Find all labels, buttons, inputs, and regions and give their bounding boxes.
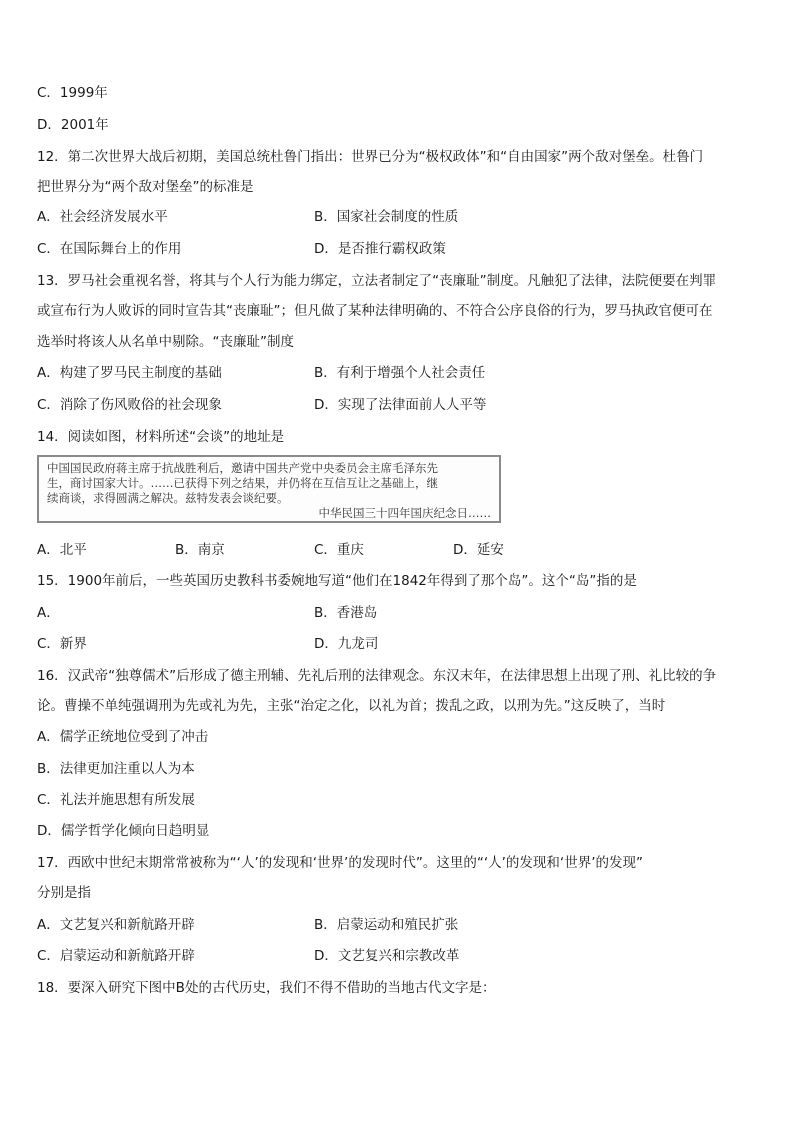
q17-option-d: D．文艺复兴和宗教改革	[314, 948, 460, 964]
q17-option-b: B．启蒙运动和殖民扩张	[314, 917, 459, 933]
q16-option-c: C．礼法并施思想有所发展	[37, 792, 195, 808]
q14-material-line3: 续商谈，求得圆满之解决。兹特发表会谈纪要。	[47, 491, 289, 505]
q11-option-d: D．2001年	[37, 117, 109, 133]
q11-option-c: C．1999年	[37, 85, 108, 101]
q12-option-b: B．国家社会制度的性质	[314, 209, 459, 225]
q12-option-a: A．社会经济发展水平	[37, 209, 168, 225]
q15-option-a: A．	[37, 605, 60, 621]
q16-stem-line1: 16．汉武帝“独尊儒术”后形成了德主刑辅、先礼后刑的法律观念。东汉末年，在法律思想上出现了刑、礼比较的争	[37, 668, 717, 684]
q14-stem: 14．阅读如图，材料所述“会谈”的地址是	[37, 429, 285, 445]
q17-option-c: C．启蒙运动和新航路开辟	[37, 948, 195, 964]
q13-option-b: B．有利于增强个人社会责任	[314, 365, 486, 381]
q14-material-line2: 生，商讨国家大计。……已获得下列之结果，并仍将在互信互让之基础上，继	[47, 476, 438, 490]
q15-option-d: D．九龙司	[314, 636, 379, 652]
q12-stem-line1: 12．第二次世界大战后初期，美国总统杜鲁门指出：世界已分为“极权政体”和“自由国家”两个敌对堡垒。杜鲁门	[37, 149, 704, 165]
q16-option-a: A．儒学正统地位受到了冲击	[37, 729, 209, 745]
q16-option-d: D．儒学哲学化倾向日趋明显	[37, 823, 210, 839]
q14-option-b: B．南京	[175, 542, 225, 558]
q18-stem: 18．要深入研究下图中B处的古代历史，我们不得不借助的当地古代文字是：	[37, 980, 496, 996]
q15-stem: 15．1900年前后，一些英国历史教科书委婉地写道“他们在1842年得到了那个岛”。这个“岛”指的是	[37, 573, 637, 589]
q12-option-d: D．是否推行霸权政策	[314, 241, 446, 257]
q14-material-line4: 中华民国三十四年国庆纪念日……	[318, 506, 491, 520]
q13-stem-line3: 选举时将该人从名单中剔除。“丧廉耻”制度	[37, 334, 294, 350]
q13-option-c: C．消除了伤风败俗的社会现象	[37, 397, 222, 413]
q17-stem-line1: 17．西欧中世纪末期常常被称为“‘人’的发现和‘世界’的发现时代”。这里的“‘人’的发现和‘世界’的发现”	[37, 855, 643, 871]
q12-option-c: C．在国际舞台上的作用	[37, 241, 182, 257]
q14-option-a: A．北平	[37, 542, 87, 558]
q14-material-line1: 中国国民政府蒋主席于抗战胜利后，邀请中国共产党中央委员会主席毛泽东先	[47, 461, 438, 475]
q12-stem-line2: 把世界分为“两个敌对堡垒”的标准是	[37, 179, 254, 195]
q17-stem-line2: 分别是指	[37, 885, 91, 901]
q15-option-b: B．香港岛	[314, 605, 378, 621]
q13-option-a: A．构建了罗马民主制度的基础	[37, 365, 222, 381]
q13-stem-line1: 13．罗马社会重视名誉，将其与个人行为能力绑定，立法者制定了“丧廉耻”制度。凡触犯了法律，法院便要在判罪	[37, 273, 717, 289]
q14-option-c: C．重庆	[314, 542, 364, 558]
q14-material-box	[37, 455, 501, 523]
q15-option-c: C．新界	[37, 636, 87, 652]
q17-option-a: A．文艺复兴和新航路开辟	[37, 917, 195, 933]
q13-stem-line2: 或宣布行为人败诉的同时宣告其“丧廉耻”；但凡做了某种法律明确的、不符合公序良俗的行为，罗马执政官便可在	[37, 303, 713, 319]
q13-option-d: D．实现了法律面前人人平等	[314, 397, 487, 413]
q16-option-b: B．法律更加注重以人为本	[37, 761, 195, 777]
q14-option-d: D．延安	[453, 542, 504, 558]
q16-stem-line2: 论。曹操不单纯强调刑为先或礼为先，主张“治定之化，以礼为首；拨乱之政，以刑为先。”这反映了，当时	[37, 698, 666, 714]
